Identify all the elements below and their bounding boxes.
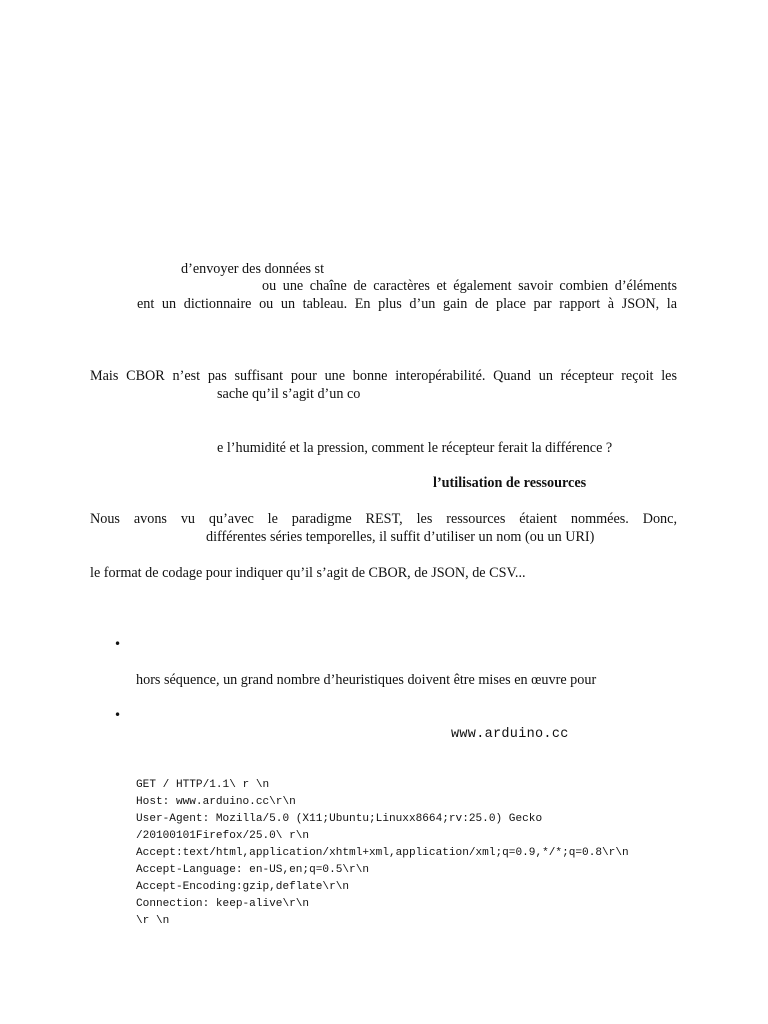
text-line-5: sache qu’il s’agit d’un co xyxy=(217,386,361,402)
text-line-4: Mais CBOR n’est pas suffisant pour une bonne interopérabilité. Quand un récepteur reçoit les xyxy=(90,368,677,384)
code-line: Accept-Language: en-US,en;q=0.5\r\n xyxy=(136,864,370,876)
text-line-2: ou une chaîne de caractères et également savoir combien d’éléments xyxy=(262,278,677,294)
text-line-9: différentes séries temporelles, il suffit d’utiliser un nom (ou un URI) xyxy=(206,529,595,545)
code-line: Host: www.arduino.cc\r\n xyxy=(136,796,296,808)
code-line: Accept:text/html,application/xhtml+xml,application/xml;q=0.9,*/*;q=0.8\r\n xyxy=(136,847,629,859)
text-line-8: Nous avons vu qu’avec le paradigme REST, les ressources étaient nommées. Donc, xyxy=(90,511,677,527)
code-line: /20100101Firefox/25.0\ r\n xyxy=(136,830,310,842)
http-request-code-block xyxy=(136,777,629,930)
text-line-3: ent un dictionnaire ou un tableau. En plus d’un gain de place par rapport à JSON, la xyxy=(137,296,677,312)
bullet-point-2: • xyxy=(114,708,122,722)
code-line: GET / HTTP/1.1\ r \n xyxy=(136,779,270,791)
code-line: Connection: keep-alive\r\n xyxy=(136,898,310,910)
code-line: User-Agent: Mozilla/5.0 (X11;Ubuntu;Linuxx8664;rv:25.0) Gecko xyxy=(136,813,543,825)
text-line-10: le format de codage pour indiquer qu’il s’agit de CBOR, de JSON, de CSV... xyxy=(90,565,526,581)
code-line: Accept-Encoding:gzip,deflate\r\n xyxy=(136,881,350,893)
text-line-11: hors séquence, un grand nombre d’heuristiques doivent être mises en œuvre pour xyxy=(136,672,597,688)
url-text: www.arduino.cc xyxy=(451,727,569,742)
bullet-point-1: • xyxy=(114,637,122,651)
code-line: \r \n xyxy=(136,915,170,927)
section-heading: l’utilisation de ressources xyxy=(433,475,587,491)
text-line-1: d’envoyer des données st xyxy=(181,261,325,277)
text-line-6: e l’humidité et la pression, comment le récepteur ferait la différence ? xyxy=(217,440,613,456)
